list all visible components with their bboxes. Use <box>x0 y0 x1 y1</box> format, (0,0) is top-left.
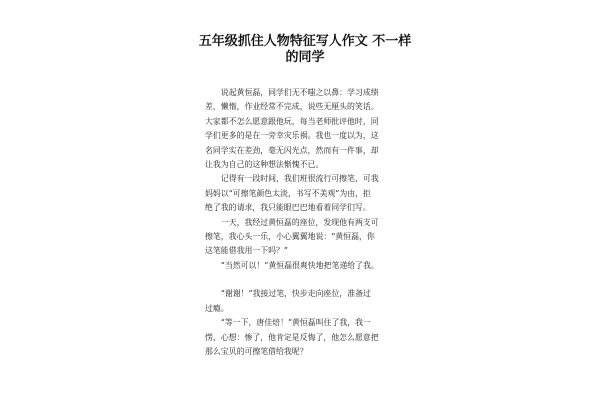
paragraph-3 <box>205 216 405 259</box>
text-line: 名同学实在差劲，毫无闪光点，然而有一件事，却 <box>205 145 379 155</box>
paragraph-4 <box>205 259 405 273</box>
paragraph-6 <box>205 316 405 359</box>
text-line: 大家都不怎么愿意跟他玩，每当老师批评他时，同 <box>205 116 379 126</box>
paragraph-gap <box>205 273 405 287</box>
text-line: 记得有一段时间，我们班很流行可擦笔，可我 <box>220 174 379 184</box>
text-line: “当然可以！”黄恒磊很爽快地把笔递给了我。 <box>220 260 379 270</box>
text-line: 愣，心想：惨了，他肯定是反悔了，他怎么愿意把 <box>205 332 379 342</box>
text-line: 这笔能借我用一下吗？” <box>205 246 288 256</box>
text-line: 绝了我的请求，我只能眼巴巴地看着同学们写。 <box>205 203 371 213</box>
paragraph-5 <box>205 287 405 316</box>
text-line: 妈妈以“可擦笔颜色太淡，书写不美观”为由，拒 <box>205 188 371 198</box>
document-title <box>150 34 460 66</box>
text-line: “谢谢！”我接过笔，快步走向座位，准备过 <box>220 289 371 299</box>
title-line-2: 的同学 <box>285 50 325 65</box>
text-line: “等一下，唐佳焙！”黄恒磊叫住了我，我一 <box>220 318 371 328</box>
title-line-1: 五年级抓住人物特征写人作文 不一样 <box>198 34 412 49</box>
text-line: 擦笔，我心头一乐，小心翼翼地说：“黄恒磊，你 <box>205 232 375 242</box>
paragraph-1 <box>205 86 405 172</box>
text-line: 说起黄恒磊，同学们无不嗤之以鼻：学习成绩 <box>220 88 379 97</box>
text-line: 过瘾。 <box>205 303 229 313</box>
text-line: 差，懒惰，作业经常不完成，说些无厘头的笑话。 <box>205 102 379 112</box>
paragraph-2 <box>205 172 405 215</box>
text-line: 那么宝贝的可擦笔借给我呢？ <box>205 346 308 356</box>
document-body <box>205 86 405 359</box>
text-line: 让我为自己的这种想法惭愧不已。 <box>205 160 324 170</box>
text-line: 一天，我经过黄恒磊的座位，发现他有两支可 <box>220 217 379 227</box>
text-line: 学们更多的是在一旁幸灾乐祸。我也一度以为，这 <box>205 131 379 141</box>
